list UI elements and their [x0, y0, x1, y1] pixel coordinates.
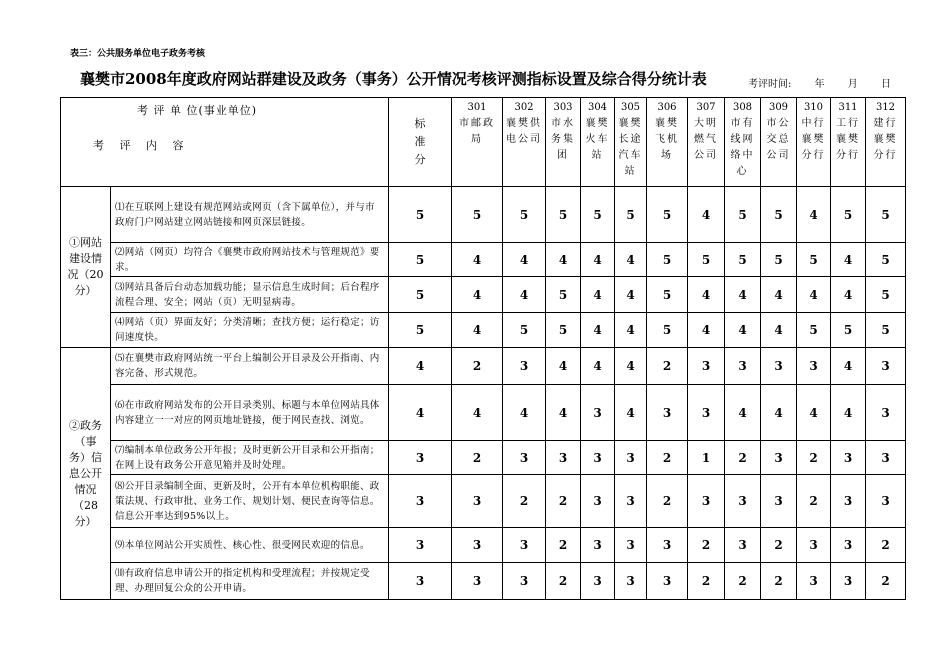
- org-score: 3: [581, 475, 615, 528]
- org-score: 5: [866, 277, 906, 313]
- page-title: 襄樊市2008年度政府网站群建设及政务（事务）公开情况考核评测指标设置及综合得分统计表: [80, 70, 707, 88]
- eval-time-year: 年: [814, 79, 825, 90]
- org-score: 4: [615, 277, 647, 313]
- org-score: 5: [647, 277, 688, 313]
- org-name: 襄樊飞机场: [655, 118, 679, 161]
- org-score: 3: [581, 385, 615, 441]
- org-score: 5: [797, 313, 831, 348]
- criterion-text: ⑷网站（页）界面友好；分类清晰；查找方便；运行稳定；访问速度快。: [111, 313, 389, 348]
- standard-score: 5: [389, 187, 452, 243]
- standard-score: 5: [389, 277, 452, 313]
- criterion-text: ⑵网站（网页）均符合《襄樊市政府网站技术与管理规范》要求。: [111, 243, 389, 277]
- org-score: 3: [452, 528, 503, 563]
- eval-time-day: 日: [880, 79, 891, 90]
- org-score: 3: [866, 348, 906, 385]
- org-score: 4: [452, 243, 503, 277]
- org-header-303: [546, 98, 581, 187]
- org-score: 5: [503, 313, 546, 348]
- header-row: [61, 98, 906, 187]
- org-header-312: [866, 98, 906, 187]
- org-header-304: [581, 98, 615, 187]
- org-score: 2: [761, 563, 797, 600]
- org-header-306: [647, 98, 688, 187]
- org-score: 3: [615, 441, 647, 475]
- standard-score: 4: [389, 348, 452, 385]
- org-score: 4: [546, 243, 581, 277]
- org-header-305: [615, 98, 647, 187]
- criterion-text: ⑺编制本单位政务公开年报；及时更新公开目录和公开指南；在网上设有政务公开意见箱并及时处理。: [111, 441, 389, 475]
- org-score: 3: [688, 475, 725, 528]
- org-header-309: [761, 98, 797, 187]
- org-score: 4: [797, 277, 831, 313]
- org-score: 5: [831, 313, 866, 348]
- org-score: 3: [503, 348, 546, 385]
- org-name: 中行襄樊分行: [801, 118, 826, 161]
- org-name: 工行襄樊分行: [836, 118, 860, 161]
- org-score: 3: [797, 348, 831, 385]
- org-name: 大明燃气公司: [694, 118, 718, 161]
- org-score: 4: [615, 348, 647, 385]
- org-number: 301: [467, 102, 487, 113]
- org-number: 310: [803, 102, 824, 113]
- org-score: 4: [581, 313, 615, 348]
- org-score: 2: [452, 348, 503, 385]
- criterion-text: ⑼本单位网站公开实质性、核心性、很受网民欢迎的信息。: [111, 528, 389, 563]
- org-score: 1: [688, 441, 725, 475]
- org-score: 3: [866, 475, 906, 528]
- org-score: 5: [866, 187, 906, 243]
- org-score: 3: [452, 475, 503, 528]
- org-score: 2: [452, 441, 503, 475]
- org-score: 3: [797, 528, 831, 563]
- org-score: 5: [866, 313, 906, 348]
- criterion-text: ⑴在互联网上建设有规范网站或网页（含下属单位），并与市政府门户网站建立网站链接和网页深层链接。: [111, 187, 389, 243]
- org-name: 市邮政局: [459, 118, 495, 145]
- org-score: 2: [797, 441, 831, 475]
- org-header-311: [831, 98, 866, 187]
- standard-header: [389, 98, 452, 187]
- org-score: 3: [581, 563, 615, 600]
- table-row: [61, 385, 906, 441]
- org-score: 5: [831, 187, 866, 243]
- org-score: 3: [647, 528, 688, 563]
- org-score: 5: [546, 277, 581, 313]
- org-score: 3: [503, 563, 546, 600]
- org-score: 3: [581, 441, 615, 475]
- org-score: 3: [831, 528, 866, 563]
- table-caption: 表三：公共服务单位电子政务考核: [70, 49, 206, 59]
- org-score: 2: [647, 475, 688, 528]
- org-header-307: [688, 98, 725, 187]
- table-row: [61, 243, 906, 277]
- standard-score: 3: [389, 441, 452, 475]
- org-number: 304: [587, 102, 608, 113]
- org-score: 2: [866, 563, 906, 600]
- org-score: 4: [725, 385, 761, 441]
- org-score: 2: [725, 441, 761, 475]
- org-score: 4: [831, 277, 866, 313]
- org-score: 4: [546, 385, 581, 441]
- org-score: 2: [688, 528, 725, 563]
- org-score: 4: [831, 348, 866, 385]
- org-score: 3: [761, 441, 797, 475]
- org-score: 2: [797, 475, 831, 528]
- org-score: 2: [546, 528, 581, 563]
- org-score: 3: [546, 441, 581, 475]
- org-number: 303: [553, 102, 573, 113]
- org-score: 2: [546, 563, 581, 600]
- org-score: 3: [866, 385, 906, 441]
- org-score: 4: [581, 277, 615, 313]
- org-score: 3: [761, 475, 797, 528]
- standard-score: 5: [389, 313, 452, 348]
- criterion-text: ⑹在市政府网站发布的公开目录类别、标题与本单位网站具体内容建立一一对应的网页地址链接，便于网民查找、浏览。: [111, 385, 389, 441]
- org-score: 4: [831, 385, 866, 441]
- org-score: 4: [581, 348, 615, 385]
- org-score: 3: [615, 475, 647, 528]
- org-name: 市有线网络中心: [730, 118, 755, 177]
- standard-char: 标: [414, 117, 426, 130]
- org-score: 5: [546, 313, 581, 348]
- eval-time: [748, 75, 911, 90]
- org-score: 5: [503, 187, 546, 243]
- standard-char: 分: [414, 153, 426, 166]
- org-score: 4: [761, 313, 797, 348]
- org-score: 5: [647, 243, 688, 277]
- org-name: 市公交总公司: [766, 118, 791, 161]
- org-score: 5: [761, 243, 797, 277]
- eval-time-month: 月: [847, 79, 858, 90]
- org-number: 308: [732, 102, 753, 113]
- org-number: 309: [768, 102, 789, 113]
- org-score: 3: [831, 563, 866, 600]
- criterion-text: ⑽有政府信息申请公开的指定机构和受理流程；并按规定受理、办理回复公众的公开申请。: [111, 563, 389, 600]
- org-score: 3: [688, 385, 725, 441]
- table-row: [61, 441, 906, 475]
- org-score: 2: [761, 528, 797, 563]
- org-score: 4: [688, 313, 725, 348]
- org-score: 5: [688, 243, 725, 277]
- org-score: 2: [647, 348, 688, 385]
- org-name: 建行襄樊分行: [873, 118, 898, 161]
- org-score: 3: [725, 475, 761, 528]
- org-number: 305: [620, 102, 641, 113]
- org-header-301: [452, 98, 503, 187]
- org-score: 4: [615, 385, 647, 441]
- org-score: 4: [725, 313, 761, 348]
- org-score: 3: [831, 475, 866, 528]
- org-score: 5: [725, 243, 761, 277]
- table-row: [61, 563, 906, 600]
- org-score: 3: [452, 563, 503, 600]
- org-score: 2: [546, 475, 581, 528]
- org-number: 311: [838, 102, 858, 113]
- org-score: 5: [647, 187, 688, 243]
- criterion-text: ⑶网站具备后台动态加载功能；显示信息生成时间；后台程序流程合理、安全；网站（页）无明显病毒。: [111, 277, 389, 313]
- org-score: 3: [797, 563, 831, 600]
- org-score: 4: [503, 385, 546, 441]
- org-number: 306: [657, 102, 677, 113]
- org-name: 市水务集团: [551, 118, 575, 161]
- org-score: 4: [688, 277, 725, 313]
- org-header-302: [503, 98, 546, 187]
- standard-char: 准: [414, 135, 426, 148]
- org-score: 5: [761, 187, 797, 243]
- org-score: 4: [797, 385, 831, 441]
- org-score: 3: [725, 348, 761, 385]
- org-score: 3: [647, 563, 688, 600]
- org-score: 5: [725, 187, 761, 243]
- org-header-308: [725, 98, 761, 187]
- org-score: 3: [503, 441, 546, 475]
- eval-time-label: 考评时间:: [748, 79, 792, 90]
- org-score: 5: [452, 187, 503, 243]
- table-row: [61, 348, 906, 385]
- standard-score: 5: [389, 243, 452, 277]
- criterion-text: ⑻公开目录编制全面、更新及时，公开有本单位机构职能、政策法规、行政审批、业务工作、规划计划、便民查询等信息。信息公开率达到95%以上。: [111, 475, 389, 528]
- org-score: 4: [503, 243, 546, 277]
- table-row: [61, 528, 906, 563]
- org-score: 2: [647, 441, 688, 475]
- org-score: 4: [797, 187, 831, 243]
- unit-label: 考 评 单 位(事业单位): [137, 104, 258, 117]
- standard-score: 3: [389, 563, 452, 600]
- org-score: 5: [546, 187, 581, 243]
- table-row: [61, 313, 906, 348]
- org-score: 4: [615, 243, 647, 277]
- org-name: 襄樊供电公司: [506, 118, 542, 145]
- org-score: 4: [831, 243, 866, 277]
- org-number: 307: [696, 102, 716, 113]
- org-score: 5: [866, 243, 906, 277]
- org-score: 3: [615, 528, 647, 563]
- org-score: 4: [725, 277, 761, 313]
- content-label: 考 评 内 容: [93, 139, 190, 152]
- category-cell: ①网站建设情况（20分）: [61, 187, 111, 348]
- org-score: 2: [688, 563, 725, 600]
- org-score: 4: [452, 385, 503, 441]
- org-score: 4: [452, 313, 503, 348]
- org-score: 4: [546, 348, 581, 385]
- org-score: 3: [761, 348, 797, 385]
- org-score: 2: [503, 475, 546, 528]
- org-name: 襄樊长途汽车站: [618, 118, 643, 177]
- org-score: 2: [866, 528, 906, 563]
- org-score: 3: [503, 528, 546, 563]
- org-score: 3: [725, 528, 761, 563]
- org-score: 2: [725, 563, 761, 600]
- org-name: 襄樊火车站: [585, 118, 610, 161]
- standard-score: 3: [389, 528, 452, 563]
- org-score: 3: [581, 528, 615, 563]
- org-score: 4: [688, 187, 725, 243]
- table-row: [61, 187, 906, 243]
- org-score: 3: [615, 563, 647, 600]
- org-score: 5: [615, 187, 647, 243]
- score-table-body: [61, 98, 906, 600]
- org-score: 4: [581, 243, 615, 277]
- org-score: 4: [503, 277, 546, 313]
- org-score: 3: [866, 441, 906, 475]
- org-score: 3: [831, 441, 866, 475]
- org-score: 4: [452, 277, 503, 313]
- table-row: [61, 475, 906, 528]
- org-score: 3: [688, 348, 725, 385]
- org-number: 312: [875, 102, 896, 113]
- org-score: 4: [615, 313, 647, 348]
- org-score: 3: [647, 385, 688, 441]
- org-score: 4: [761, 277, 797, 313]
- org-score: 5: [581, 187, 615, 243]
- standard-score: 3: [389, 475, 452, 528]
- score-table: [60, 97, 906, 600]
- org-score: 5: [797, 243, 831, 277]
- criterion-text: ⑸在襄樊市政府网站统一平台上编制公开目录及公开指南、内容完备、形式规范。: [111, 348, 389, 385]
- org-score: 4: [761, 385, 797, 441]
- standard-score: 4: [389, 385, 452, 441]
- org-header-310: [797, 98, 831, 187]
- header-unit-cell: [61, 98, 389, 187]
- table-row: [61, 277, 906, 313]
- category-cell: ②政务（事务）信息公开情况（28分）: [61, 348, 111, 600]
- org-score: 5: [647, 313, 688, 348]
- org-number: 302: [514, 102, 534, 113]
